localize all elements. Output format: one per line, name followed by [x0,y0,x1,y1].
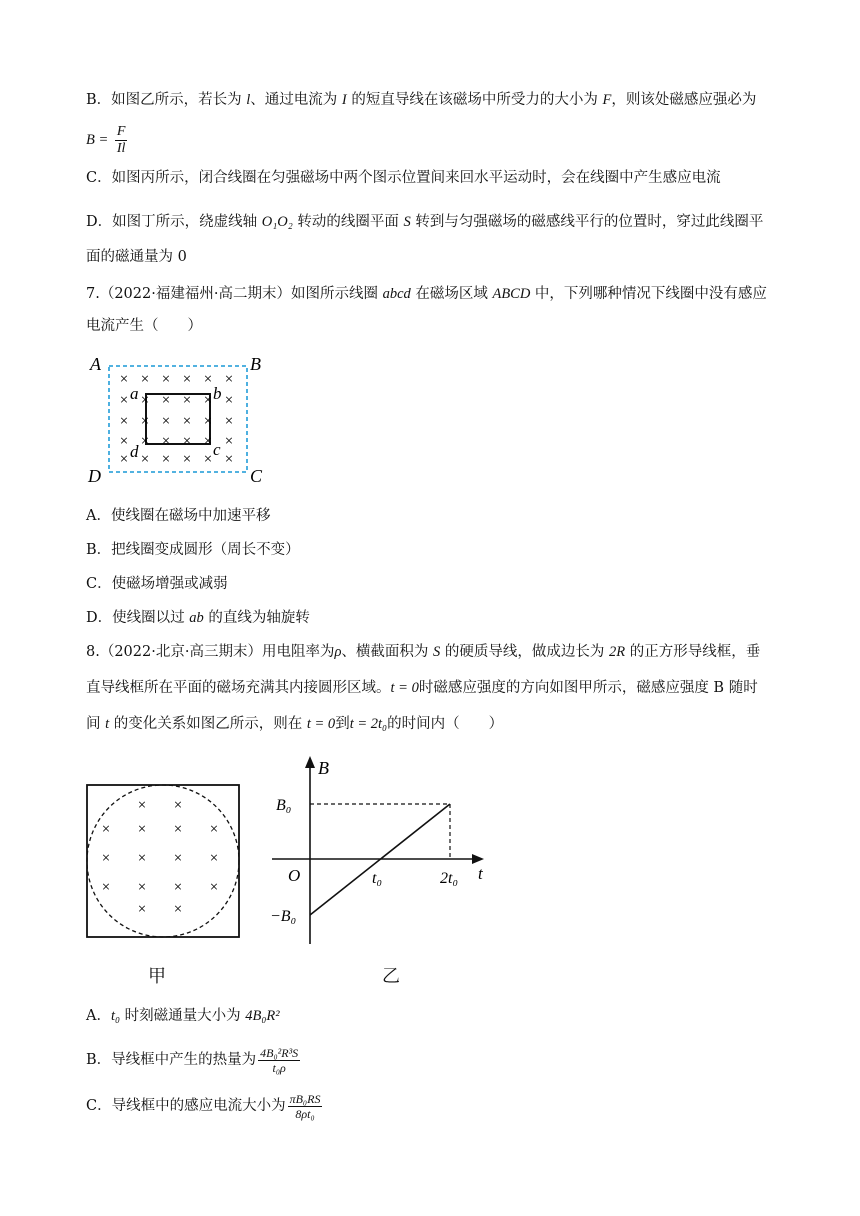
formula-fraction: $\frac{F}{Il}$ [116,123,126,156]
field-cross-mark: × [173,821,183,838]
q7-stem-line2: 电流产生（ ） [86,318,202,334]
field-cross-mark: × [224,413,234,430]
field-cross-mark: × [203,451,213,468]
field-cross-mark: × [203,413,213,430]
field-cross-mark: × [161,433,171,450]
y-axis-arrow [305,756,315,768]
field-cross-mark: × [203,371,213,388]
x-2t0-label: 2t₀ [440,870,459,887]
var-f: F [602,92,612,108]
field-cross-mark: × [119,413,129,430]
q8-figure-yi-graph [270,752,500,952]
field-cross-mark: × [101,821,111,838]
field-cross-mark: × [161,392,171,409]
field-cross-mark: × [161,371,171,388]
field-cross-mark: × [209,879,219,896]
heat-fraction: $\frac{\text{4B₀²R³S}}{\text{t₀ρ}}$ [260,1045,299,1075]
var-l: l [246,92,251,108]
field-cross-mark: × [224,392,234,409]
field-cross-mark: × [119,451,129,468]
q7-stem-line1: 7.（2022·福建福州·高二期末）如图所示线圈 abcd 在磁场区域 ABCD 中，下列哪种情况下线圈中没有感应 [86,286,767,302]
coil-c-label: c [213,440,221,459]
q8-stem-line3: 间 t 的变化关系如图乙所示，则在 t = 0到t = 2t₀的时间内（ ） [86,716,504,732]
field-cross-mark: × [161,451,171,468]
field-cross-mark: × [119,433,129,450]
x-t0-label: t₀ [372,870,383,887]
y-neg-b0-label: −B₀ [270,908,297,925]
field-cross-mark: × [182,451,192,468]
corner-d-label: D [88,466,101,486]
q7-option-c: C．使磁场增强或减弱 [86,576,228,592]
field-cross-mark: × [119,371,129,388]
q8-stem-line2: 直导线框所在平面的磁场充满其内接圆形区域。t = 0时磁感应强度的方向如图甲所示，磁感应强度 B 随时 [86,680,758,696]
field-cross-mark: × [140,433,150,450]
q8-figure-jia [84,782,244,942]
field-cross-mark: × [182,392,192,409]
var-i: I [341,92,347,108]
q6-option-b-formula: B = $\frac{F}{Il}$ [86,123,126,156]
field-cross-mark: × [140,413,150,430]
field-cross-mark: × [182,433,192,450]
q8-option-b: B．导线框中产生的热量为 $\frac{\text{4B₀²R³S}}{\text{t₀ρ}}$ [86,1045,299,1075]
field-cross-mark: × [173,901,183,918]
corner-b-label: B [250,354,261,374]
field-cross-mark: × [137,821,147,838]
field-cross-mark: × [182,413,192,430]
q8-option-a: A．t₀ 时刻磁通量大小为 4B₀R² [86,1008,280,1024]
field-cross-mark: × [101,879,111,896]
corner-a-label: A [90,354,101,374]
field-cross-mark: × [173,850,183,867]
field-cross-mark: × [101,850,111,867]
field-cross-mark: × [173,879,183,896]
q6-option-d-line1: D．如图丁所示，绕虚线轴 O₁O₂ 转动的线圈平面 S 转到与匀强磁场的磁感线平行的位置时，穿过此线圈平 [86,214,764,230]
coil-b-label: b [213,384,222,403]
field-crosses [102,797,218,917]
field-cross-mark: × [203,392,213,409]
q6-option-c: C．如图丙所示，闭合线圈在匀强磁场中两个图示位置间来回水平运动时，会在线圈中产生感应电流 [86,170,721,186]
field-cross-mark: × [224,371,234,388]
y-axis-label: B [318,758,329,778]
coil-d-label: d [130,442,139,461]
coil-abcd [146,392,213,444]
field-cross-mark: × [140,451,150,468]
y-b0-label: B₀ [276,797,292,814]
fig-yi-label: 乙 [382,966,400,987]
q7-option-d: D．使线圈以过 ab 的直线为轴旋转 [86,610,310,626]
field-cross-mark: × [209,821,219,838]
field-cross-mark: × [137,850,147,867]
field-cross-mark: × [203,433,213,450]
q8-stem-line1: 8.（2022·北京·高三期末）用电阻率为ρ、横截面积为 S 的硬质导线，做成边长为 2R 的正方形导线框，垂 [86,644,761,660]
fig-jia-label: 甲 [148,966,166,987]
field-cross-mark: × [137,797,147,814]
field-cross-mark: × [182,371,192,388]
q7-figure-coil-in-field [84,350,274,490]
coil-a-label: a [130,384,139,403]
q8-option-c: C．导线框中的感应电流大小为 $\frac{\text{πB₀RS}}{\text{8ρt₀}}$ [86,1091,321,1121]
field-cross-mark: × [140,371,150,388]
current-fraction: $\frac{\text{πB₀RS}}{\text{8ρt₀}}$ [289,1091,321,1121]
origin-label: O [288,866,301,885]
field-cross-mark: × [137,901,147,918]
x-axis-arrow [472,854,484,864]
field-cross-mark: × [140,392,150,409]
field-cross-mark: × [173,797,183,814]
field-cross-mark: × [224,433,234,450]
x-axis-label: t [478,864,483,883]
field-cross-mark: × [224,451,234,468]
q7-option-a: A．使线圈在磁场中加速平移 [86,508,271,524]
q7-option-b: B．把线圈变成圆形（周长不变） [86,542,300,558]
field-cross-mark: × [209,850,219,867]
field-cross-mark: × [137,879,147,896]
corner-c-label: C [250,466,263,486]
q6-option-b-line1: B．如图乙所示，若长为 l、通过电流为 I 的短直导线在该磁场中所受力的大小为 F，则该处磁感应强必为 [86,92,757,108]
field-cross-mark: × [161,413,171,430]
field-cross-mark: × [119,392,129,409]
q6-option-d-line2: 面的磁通量为 0 [86,249,187,265]
